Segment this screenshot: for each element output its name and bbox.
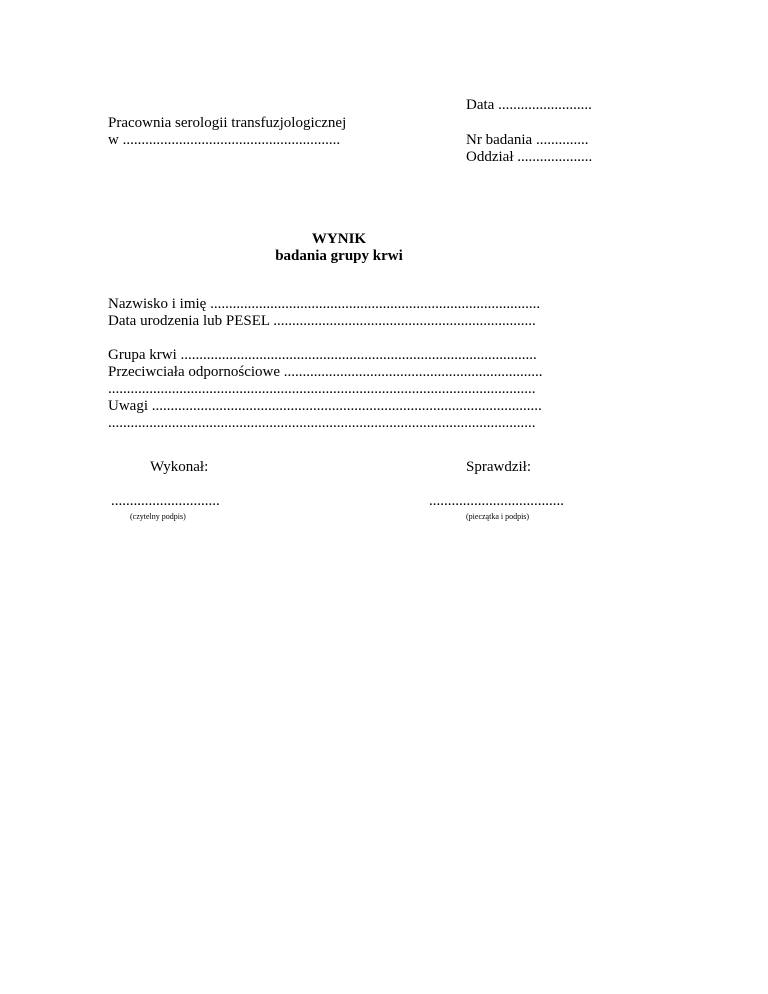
lab-name: Pracownia serologii transfuzjologicznej (108, 115, 347, 131)
patient-name-field: Nazwisko i imię ........................................................................................ (108, 296, 541, 312)
remarks-field: Uwagi ........................................................................................................ (108, 398, 542, 414)
performed-signature-line: ............................. (111, 493, 220, 509)
ward-field: Oddział .................... (466, 149, 593, 165)
performed-by-label: Wykonał: (150, 459, 209, 475)
checked-signature-note: (pieczątka i podpis) (466, 512, 530, 521)
remarks-continuation-line: .................................................................................................................. (108, 415, 536, 431)
blood-group-field: Grupa krwi ............................................................................................... (108, 347, 537, 363)
lab-location-field: w .......................................................... (108, 132, 341, 148)
performed-signature-note: (czytelny podpis) (130, 512, 186, 521)
antibodies-continuation-line: .................................................................................................................. (108, 381, 536, 397)
date-field: Data ......................... (466, 97, 592, 113)
test-number-field: Nr badania .............. (466, 132, 589, 148)
document-title: WYNIK (311, 231, 367, 247)
antibodies-field: Przeciwciała odpornościowe ..................................................................... (108, 364, 543, 380)
checked-signature-line: .................................... (429, 493, 564, 509)
birth-or-pesel-field: Data urodzenia lub PESEL ...................................................................... (108, 313, 536, 329)
checked-by-label: Sprawdził: (466, 459, 531, 475)
document-subtitle: badania grupy krwi (275, 248, 403, 264)
